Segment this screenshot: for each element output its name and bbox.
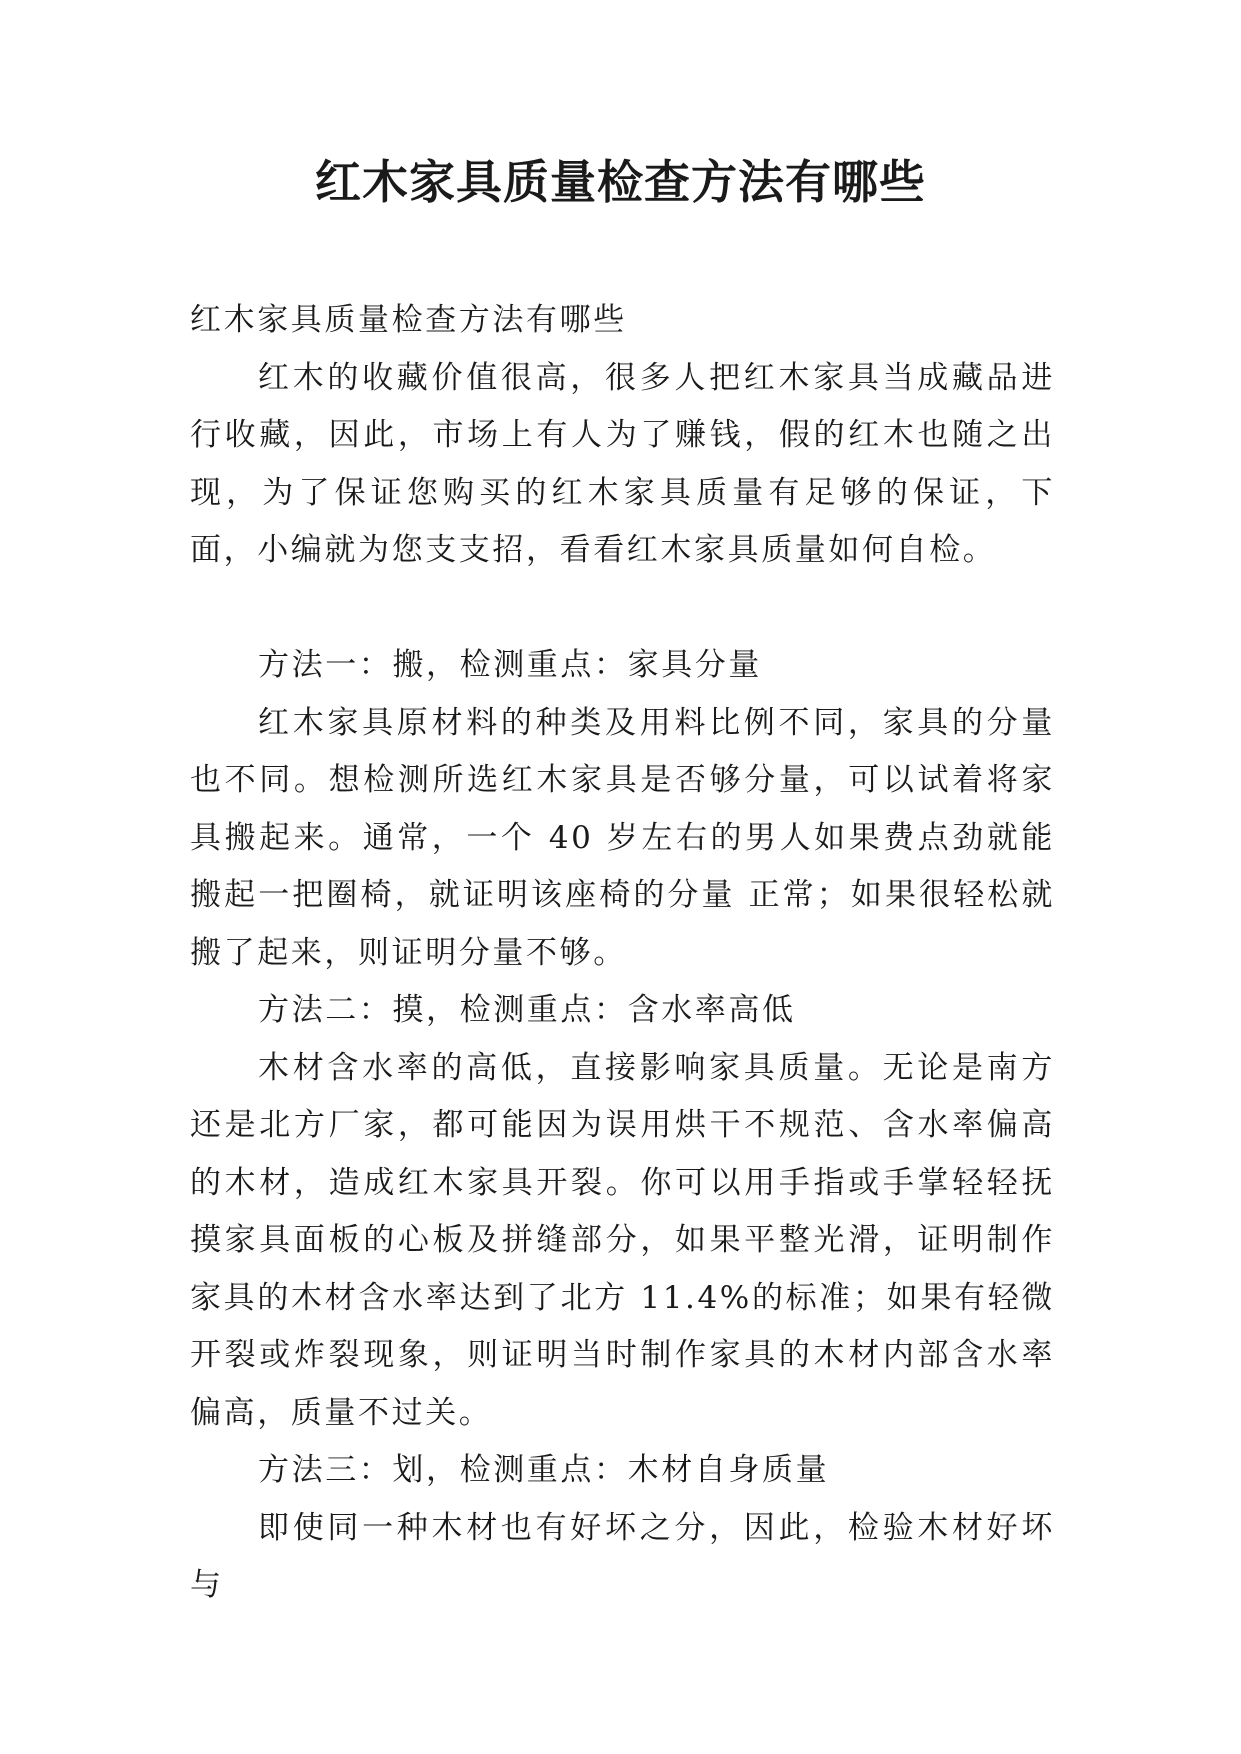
paragraph-spacer [190, 580, 1055, 638]
method-one-paragraph: 红木家具原材料的种类及用料比例不同，家具的分量也不同。想检测所选红木家具是否够分量，可以试着将家具搬起来。通常，一个 40 岁左右的男人如果费点劲就能搬起一把圈椅，就证明该座椅的分量 正常；如果很轻松就搬了起来，则证明分量不够。 [190, 704, 1055, 971]
method-three-heading: 方法三：划，检测重点：木材自身质量 [258, 1452, 830, 1488]
method-three-paragraph: 即使同一种木材也有好坏之分，因此，检验木材好坏与 [190, 1509, 1055, 1603]
method-one-heading: 方法一：搬，检测重点：家具分量 [258, 647, 762, 683]
document-title: 红木家具质量检查方法有哪些 [315, 155, 926, 209]
method-two-paragraph: 木材含水率的高低，直接影响家具质量。无论是南方还是北方厂家，都可能因为误用烘干不规范、含水率偏高的木材，造成红木家具开裂。你可以用手指或手掌轻轻抚摸家具面板的心板及拼缝部分，如果平整光滑，证明制作家具的木材含水率达到了北方 11.4%的标准；如果有轻微开裂或炸裂现象，则证明当时制作家具的木材内部含水率偏高，质量不过关。 [190, 1049, 1055, 1431]
method-two-heading: 方法二：摸，检测重点：含水率高低 [258, 992, 796, 1028]
intro-paragraph: 红木的收藏价值很高，很多人把红木家具当成藏品进行收藏，因此，市场上有人为了赚钱，假的红木也随之出现，为了保证您购买的红木家具质量有足够的保证，下面，小编就为您支支招，看看红木家具质量如何自检。 [190, 359, 1055, 568]
document-body [190, 292, 1055, 1615]
document-subtitle: 红木家具质量检查方法有哪些 [190, 302, 627, 338]
